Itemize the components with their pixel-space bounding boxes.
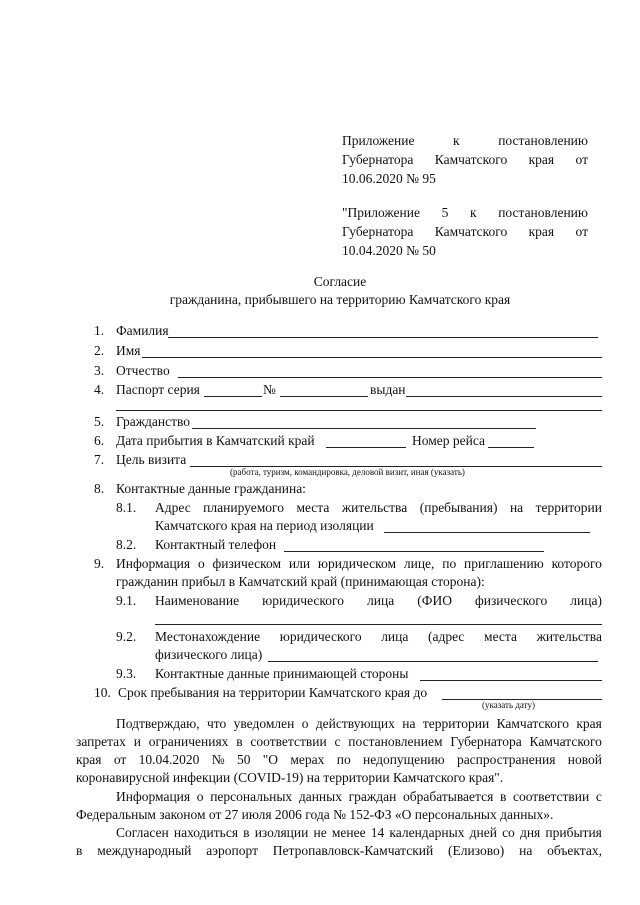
- phone-field[interactable]: [284, 551, 544, 552]
- word: запретах: [76, 734, 126, 749]
- word: новой: [567, 752, 602, 767]
- word: юридического: [279, 629, 362, 644]
- paragraph-2-line: [116, 788, 602, 805]
- legal-name-label: [155, 592, 602, 609]
- host-info-label: [116, 555, 602, 572]
- word: планируемого: [203, 500, 284, 515]
- word: в: [243, 825, 250, 840]
- word: 14: [370, 825, 385, 840]
- word: со: [502, 825, 515, 840]
- word: Петропавловск-Камчатский: [272, 843, 434, 858]
- surname-label: Фамилия: [116, 323, 169, 338]
- word: с: [595, 789, 602, 804]
- word: края: [528, 224, 555, 239]
- paragraph-1-line: коронавирусной инфекции (COVID-19) на территории Камчатского края".: [76, 770, 504, 785]
- word: о: [196, 789, 204, 804]
- word: Адрес: [155, 500, 191, 515]
- phone-label: Контактный телефон: [155, 537, 277, 552]
- host-info-label-continued: гражданин прибыл в Камчатский край (принимающая сторона):: [116, 574, 485, 589]
- paragraph-1-line: [116, 715, 602, 732]
- item-number: 7.: [94, 452, 105, 467]
- item-number: 5.: [94, 414, 105, 429]
- word: на: [509, 500, 524, 515]
- word: в: [76, 843, 83, 858]
- paragraph-1-line: [76, 751, 602, 768]
- appendix2-line2: [342, 223, 588, 240]
- paragraph-1-line: [76, 733, 602, 750]
- address-label-continued: Камчатского края на период изоляции: [155, 518, 374, 533]
- legal-location-label-continued: физического лица): [155, 647, 263, 662]
- word: №: [211, 752, 225, 767]
- visit-purpose-hint: (работа, туризм, командировка, деловой визит, иная (указать): [230, 467, 465, 477]
- item-number: 2.: [94, 343, 105, 358]
- word: от: [575, 224, 588, 239]
- word: 5: [441, 205, 449, 220]
- word: юридическом: [317, 556, 397, 571]
- word: жительства: [341, 500, 408, 515]
- flight-number-label: Номер рейса: [412, 433, 486, 448]
- appendix2-line3: 10.04.2020 № 50: [342, 243, 436, 258]
- word: по: [442, 556, 457, 571]
- passport-issued-field[interactable]: [406, 396, 602, 397]
- appendix1-line3: 10.06.2020 № 95: [342, 171, 436, 186]
- word: Камчатского: [434, 224, 508, 239]
- arrival-date-field[interactable]: [326, 447, 406, 448]
- word: о: [197, 556, 205, 571]
- document-subtitle: гражданина, прибывшего на территорию Камчатского края: [169, 292, 511, 307]
- item-number: 8.: [94, 481, 105, 496]
- item-number: 9.3.: [116, 666, 137, 681]
- name-field[interactable]: [142, 357, 602, 358]
- word: края: [576, 716, 602, 731]
- appendix2-line1: [342, 204, 588, 221]
- word: о: [301, 716, 309, 731]
- passport-number-label: №: [263, 382, 276, 397]
- word: территории: [535, 500, 602, 515]
- word: Камчатского: [434, 152, 508, 167]
- word: Камчатского: [529, 734, 602, 749]
- word: 50: [236, 752, 251, 767]
- item-number: 9.2.: [116, 629, 137, 644]
- word: обрабатывается: [402, 789, 494, 804]
- paragraph-3-line: [76, 842, 602, 859]
- item-number: 4.: [94, 382, 105, 397]
- word: края: [528, 152, 555, 167]
- word: края: [76, 752, 102, 767]
- word: лице,: [403, 556, 435, 571]
- word: физическом: [212, 556, 282, 571]
- word: недопущению: [363, 752, 445, 767]
- word: Подтверждаю,: [116, 716, 200, 731]
- word: международный: [97, 843, 192, 858]
- legal-location-label: [155, 628, 602, 645]
- patronymic-field[interactable]: [178, 377, 602, 378]
- legal-location-field[interactable]: [268, 661, 598, 662]
- word: соответствии: [250, 734, 327, 749]
- address-label: [155, 499, 602, 516]
- word: в: [236, 734, 243, 749]
- word: "О: [262, 752, 279, 767]
- word: 10.04.2020: [138, 752, 200, 767]
- contacts-label: Контактные данные гражданина:: [116, 481, 306, 496]
- word: соответствии: [512, 789, 590, 804]
- word: которого: [551, 556, 602, 571]
- word: действующих: [315, 716, 395, 731]
- word: жительства: [536, 629, 602, 644]
- word: ограничениях: [148, 734, 229, 749]
- document-title: Согласие: [313, 274, 367, 289]
- word: места: [484, 629, 517, 644]
- word: лица): [570, 593, 602, 608]
- passport-series-label: Паспорт серия: [116, 382, 200, 397]
- word: Губернатора: [450, 734, 522, 749]
- citizenship-label: Гражданство: [116, 414, 191, 429]
- word: календарных: [389, 825, 465, 840]
- paragraph-3-line: [116, 824, 602, 841]
- word: изоляции: [254, 825, 309, 840]
- word: мерах: [290, 752, 325, 767]
- word: лица: [367, 593, 395, 608]
- word: приглашению: [464, 556, 544, 571]
- word: Губернатора: [342, 152, 414, 167]
- item-number: 8.1.: [116, 500, 137, 515]
- passport-issued-label: выдан: [370, 382, 406, 397]
- word: на: [402, 716, 416, 731]
- word: в: [499, 789, 507, 804]
- item-number: 8.2.: [116, 537, 137, 552]
- visit-purpose-label: Цель визита: [116, 452, 187, 467]
- paragraph-2-line: Федеральным законом от 27 июля 2006 года № 152-ФЗ «О персональных данных».: [76, 807, 554, 822]
- host-contacts-label: Контактные данные принимающей стороны: [155, 666, 409, 681]
- patronymic-label: Отчество: [116, 363, 170, 378]
- surname-field[interactable]: [168, 337, 598, 338]
- word: объектах,: [547, 843, 602, 858]
- item-number: 3.: [94, 363, 105, 378]
- word: персональных: [210, 789, 293, 804]
- word: постановлению: [498, 133, 588, 148]
- word: Губернатора: [342, 224, 414, 239]
- word: прибытия: [545, 825, 602, 840]
- word: аэропорт: [206, 843, 258, 858]
- word: Согласен: [116, 825, 169, 840]
- word: (ФИО: [417, 593, 452, 608]
- word: (пребывания): [419, 500, 498, 515]
- word: распространения: [456, 752, 556, 767]
- word: от: [575, 152, 588, 167]
- host-contacts-field[interactable]: [420, 680, 602, 681]
- word: Информация: [116, 789, 191, 804]
- word: не: [313, 825, 327, 840]
- arrival-date-label: Дата прибытия в Камчатский край: [116, 433, 315, 448]
- word: территории: [422, 716, 490, 731]
- word: к: [470, 205, 477, 220]
- word: по: [336, 752, 351, 767]
- word: юридического: [262, 593, 344, 608]
- word: находиться: [173, 825, 239, 840]
- citizenship-field[interactable]: [192, 428, 536, 429]
- word: постановлению: [498, 205, 588, 220]
- appendix1-line2: [342, 151, 588, 168]
- passport-issued-field-continued[interactable]: [116, 410, 602, 411]
- item-number: 9.: [94, 556, 105, 571]
- item-number: 1.: [94, 323, 105, 338]
- word: дня: [519, 825, 541, 840]
- name-label: Имя: [116, 343, 141, 358]
- word: Информация: [116, 556, 191, 571]
- flight-number-field[interactable]: [488, 447, 534, 448]
- word: менее: [331, 825, 366, 840]
- word: с: [334, 734, 341, 749]
- address-field[interactable]: [384, 532, 590, 533]
- item-number: 9.1.: [116, 593, 137, 608]
- word: Местонахождение: [155, 629, 261, 644]
- appendix1-line1: [342, 132, 588, 149]
- word: граждан: [348, 789, 397, 804]
- word: лица: [381, 629, 409, 644]
- word: физического: [475, 593, 548, 608]
- word: "Приложение: [342, 205, 420, 220]
- word: Наименование: [155, 593, 240, 608]
- passport-number-field[interactable]: [280, 396, 368, 397]
- word: места: [296, 500, 330, 515]
- word: дней: [469, 825, 497, 840]
- item-number: 10.: [94, 685, 111, 700]
- word: от: [113, 752, 127, 767]
- legal-name-field[interactable]: [155, 624, 602, 625]
- word: Камчатского: [496, 716, 569, 731]
- stay-period-label: Срок пребывания на территории Камчатского края до: [118, 685, 428, 700]
- stay-period-hint: (указать дату): [482, 700, 535, 710]
- word: уведомлен: [233, 716, 295, 731]
- word: данных: [298, 789, 342, 804]
- word: что: [206, 716, 227, 731]
- passport-series-field[interactable]: [204, 396, 262, 397]
- word: Приложение: [342, 133, 415, 148]
- word: постановлением: [348, 734, 443, 749]
- item-number: 6.: [94, 433, 105, 448]
- word: (адрес: [427, 629, 465, 644]
- word: и: [133, 734, 141, 749]
- word: к: [453, 133, 460, 148]
- word: на: [519, 843, 533, 858]
- word: или: [288, 556, 311, 571]
- word: (Елизово): [448, 843, 505, 858]
